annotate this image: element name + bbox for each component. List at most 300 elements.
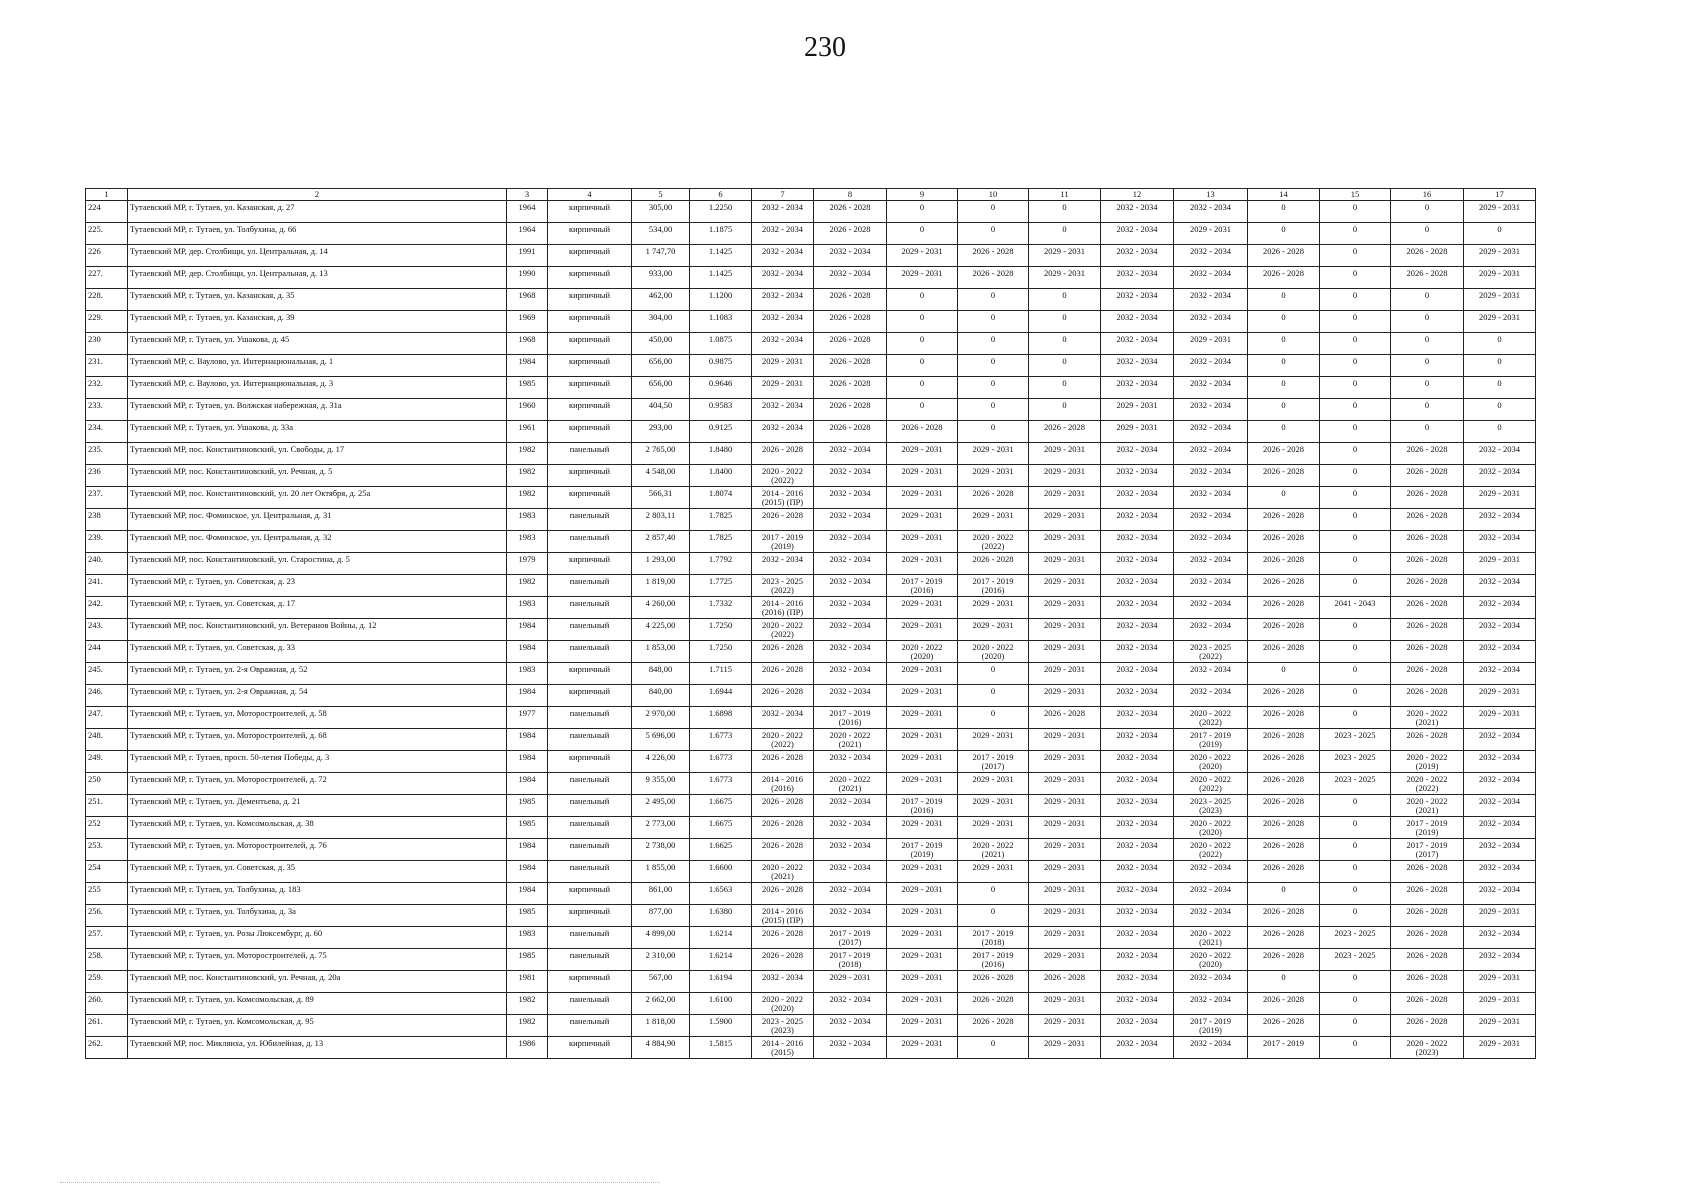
cell-col-10: 2029 - 2031: [958, 861, 1029, 883]
cell-col-11: 2029 - 2031: [1029, 773, 1101, 795]
cell-col-7: 2026 - 2028: [752, 949, 814, 971]
cell-col-16: 0: [1391, 333, 1464, 355]
cell-col-16: 0: [1391, 399, 1464, 421]
column-header-16: 16: [1391, 189, 1464, 201]
cell-wall-material: кирпичный: [548, 289, 632, 311]
cell-col-13: 2023 - 2025 (2023): [1174, 795, 1248, 817]
cell-col-11: 2029 - 2031: [1029, 751, 1101, 773]
cell-col-10: 0: [958, 685, 1029, 707]
cell-col-8: 2032 - 2034: [814, 993, 887, 1015]
cell-col-9: 2029 - 2031: [887, 905, 958, 927]
cell-col-8: 2032 - 2034: [814, 575, 887, 597]
cell-coefficient: 1.6194: [690, 971, 752, 993]
cell-row-number: 241.: [86, 575, 128, 597]
cell-address: Тутаевский МР, г. Тутаев, ул. Розы Люксембург, д. 60: [128, 927, 507, 949]
cell-coefficient: 1.1200: [690, 289, 752, 311]
cell-col-15: 0: [1320, 575, 1391, 597]
cell-col-13: 2032 - 2034: [1174, 487, 1248, 509]
cell-col-15: 0: [1320, 355, 1391, 377]
cell-year-built: 1984: [507, 355, 548, 377]
cell-col-11: 2029 - 2031: [1029, 817, 1101, 839]
cell-coefficient: 1.6675: [690, 795, 752, 817]
table-row: [86, 641, 1536, 663]
cell-year-built: 1985: [507, 795, 548, 817]
cell-year-built: 1991: [507, 245, 548, 267]
cell-coefficient: 1.6773: [690, 751, 752, 773]
cell-address: Тутаевский МР, г. Тутаев, ул. Толбухина, д. 183: [128, 883, 507, 905]
cell-coefficient: 1.6675: [690, 817, 752, 839]
cell-col-17: 2032 - 2034: [1464, 531, 1536, 553]
cell-col-16: 2026 - 2028: [1391, 597, 1464, 619]
cell-col-11: 0: [1029, 377, 1101, 399]
cell-wall-material: панельный: [548, 531, 632, 553]
cell-coefficient: 1.7825: [690, 531, 752, 553]
cell-col-14: 2026 - 2028: [1248, 817, 1320, 839]
table-row: [86, 509, 1536, 531]
cell-year-built: 1961: [507, 421, 548, 443]
cell-coefficient: 1.1425: [690, 245, 752, 267]
cell-col-12: 2032 - 2034: [1101, 443, 1174, 465]
cell-col-8: 2032 - 2034: [814, 553, 887, 575]
cell-col-12: 2032 - 2034: [1101, 883, 1174, 905]
cell-col-13: 2032 - 2034: [1174, 509, 1248, 531]
cell-col-8: 2032 - 2034: [814, 641, 887, 663]
cell-row-number: 224: [86, 201, 128, 223]
cell-address: Тутаевский МР, г. Тутаев, ул. Комсомольская, д. 95: [128, 1015, 507, 1037]
cell-col-15: 0: [1320, 971, 1391, 993]
cell-row-number: 230: [86, 333, 128, 355]
cell-coefficient: 0.9583: [690, 399, 752, 421]
cell-address: Тутаевский МР, г. Тутаев, ул. Моторостроителей, д. 76: [128, 839, 507, 861]
cell-wall-material: кирпичный: [548, 399, 632, 421]
cell-area: 2 857,40: [632, 531, 690, 553]
cell-address: Тутаевский МР, г. Тутаев, ул. Волжская набережная, д. 31а: [128, 399, 507, 421]
table-row: [86, 531, 1536, 553]
cell-col-11: 2029 - 2031: [1029, 553, 1101, 575]
cell-row-number: 248.: [86, 729, 128, 751]
cell-year-built: 1982: [507, 465, 548, 487]
table-row: [86, 817, 1536, 839]
cell-col-9: 2029 - 2031: [887, 267, 958, 289]
cell-col-12: 2032 - 2034: [1101, 223, 1174, 245]
cell-col-15: 0: [1320, 553, 1391, 575]
cell-col-16: 2026 - 2028: [1391, 861, 1464, 883]
table-row: [86, 311, 1536, 333]
column-header-14: 14: [1248, 189, 1320, 201]
cell-row-number: 235.: [86, 443, 128, 465]
cell-col-16: 2026 - 2028: [1391, 971, 1464, 993]
cell-address: Тутаевский МР, с. Ваулово, ул. Интернациональная, д. 3: [128, 377, 507, 399]
cell-col-8: 2026 - 2028: [814, 333, 887, 355]
cell-col-17: 0: [1464, 421, 1536, 443]
cell-area: 293,00: [632, 421, 690, 443]
cell-col-7: 2032 - 2034: [752, 223, 814, 245]
cell-year-built: 1990: [507, 267, 548, 289]
cell-address: Тутаевский МР, с. Ваулово, ул. Интернациональная, д. 1: [128, 355, 507, 377]
cell-col-16: 2026 - 2028: [1391, 949, 1464, 971]
column-header-8: 8: [814, 189, 887, 201]
cell-col-10: 0: [958, 707, 1029, 729]
cell-col-17: 2029 - 2031: [1464, 311, 1536, 333]
table-row: [86, 685, 1536, 707]
cell-row-number: 237.: [86, 487, 128, 509]
cell-col-15: 0: [1320, 201, 1391, 223]
cell-row-number: 251.: [86, 795, 128, 817]
cell-area: 840,00: [632, 685, 690, 707]
cell-address: Тутаевский МР, г. Тутаев, ул. Ушакова, д. 33а: [128, 421, 507, 443]
cell-coefficient: 1.6214: [690, 927, 752, 949]
cell-col-14: 0: [1248, 971, 1320, 993]
cell-col-12: 2032 - 2034: [1101, 971, 1174, 993]
cell-coefficient: 1.1875: [690, 223, 752, 245]
cell-area: 4 260,00: [632, 597, 690, 619]
cell-col-13: 2017 - 2019 (2019): [1174, 729, 1248, 751]
cell-area: 566,31: [632, 487, 690, 509]
cell-col-9: 0: [887, 311, 958, 333]
cell-wall-material: панельный: [548, 993, 632, 1015]
cell-col-17: 0: [1464, 223, 1536, 245]
cell-col-10: 0: [958, 223, 1029, 245]
cell-row-number: 247.: [86, 707, 128, 729]
cell-area: 4 884,90: [632, 1037, 690, 1059]
cell-area: 2 765,00: [632, 443, 690, 465]
cell-col-8: 2026 - 2028: [814, 421, 887, 443]
cell-col-10: 2029 - 2031: [958, 619, 1029, 641]
cell-wall-material: кирпичный: [548, 355, 632, 377]
cell-col-9: 2029 - 2031: [887, 509, 958, 531]
cell-col-10: 2026 - 2028: [958, 1015, 1029, 1037]
cell-col-17: 2029 - 2031: [1464, 289, 1536, 311]
cell-col-10: 0: [958, 663, 1029, 685]
cell-col-11: 2026 - 2028: [1029, 971, 1101, 993]
cell-wall-material: кирпичный: [548, 663, 632, 685]
table-row: [86, 839, 1536, 861]
cell-col-12: 2032 - 2034: [1101, 949, 1174, 971]
column-header-2: 2: [128, 189, 507, 201]
cell-row-number: 228.: [86, 289, 128, 311]
cell-col-11: 2026 - 2028: [1029, 421, 1101, 443]
cell-col-8: 2032 - 2034: [814, 861, 887, 883]
cell-col-8: 2032 - 2034: [814, 597, 887, 619]
column-header-3: 3: [507, 189, 548, 201]
cell-col-13: 2032 - 2034: [1174, 465, 1248, 487]
cell-col-15: 0: [1320, 443, 1391, 465]
cell-address: Тутаевский МР, пос. Фоминское, ул. Центральная, д. 32: [128, 531, 507, 553]
cell-wall-material: панельный: [548, 795, 632, 817]
cell-col-7: 2026 - 2028: [752, 685, 814, 707]
cell-col-10: 2026 - 2028: [958, 267, 1029, 289]
cell-year-built: 1984: [507, 641, 548, 663]
cell-col-15: 2023 - 2025: [1320, 949, 1391, 971]
cell-col-9: 0: [887, 355, 958, 377]
table-row: [86, 597, 1536, 619]
cell-col-12: 2032 - 2034: [1101, 685, 1174, 707]
cell-area: 2 310,00: [632, 949, 690, 971]
cell-col-10: 0: [958, 333, 1029, 355]
cell-address: Тутаевский МР, г. Тутаев, ул. Комсомольская, д. 89: [128, 993, 507, 1015]
cell-col-17: 2029 - 2031: [1464, 707, 1536, 729]
cell-col-14: 0: [1248, 289, 1320, 311]
cell-col-11: 2029 - 2031: [1029, 641, 1101, 663]
cell-col-15: 0: [1320, 905, 1391, 927]
cell-col-11: 0: [1029, 201, 1101, 223]
cell-row-number: 253.: [86, 839, 128, 861]
cell-col-16: 2026 - 2028: [1391, 685, 1464, 707]
cell-col-17: 2032 - 2034: [1464, 839, 1536, 861]
cell-address: Тутаевский МР, г. Тутаев, ул. Советская, д. 35: [128, 861, 507, 883]
cell-wall-material: панельный: [548, 861, 632, 883]
cell-row-number: 258.: [86, 949, 128, 971]
cell-col-13: 2032 - 2034: [1174, 597, 1248, 619]
cell-col-7: 2017 - 2019 (2019): [752, 531, 814, 553]
cell-col-10: 2026 - 2028: [958, 993, 1029, 1015]
cell-row-number: 261.: [86, 1015, 128, 1037]
cell-col-13: 2020 - 2022 (2020): [1174, 817, 1248, 839]
cell-coefficient: 1.7250: [690, 641, 752, 663]
cell-col-9: 2017 - 2019 (2016): [887, 795, 958, 817]
cell-coefficient: 1.7332: [690, 597, 752, 619]
cell-col-17: 2032 - 2034: [1464, 597, 1536, 619]
cell-col-11: 2029 - 2031: [1029, 597, 1101, 619]
cell-col-13: 2032 - 2034: [1174, 399, 1248, 421]
cell-year-built: 1982: [507, 487, 548, 509]
cell-col-16: 2026 - 2028: [1391, 575, 1464, 597]
cell-col-9: 2029 - 2031: [887, 619, 958, 641]
table-row: [86, 421, 1536, 443]
table-row: [86, 795, 1536, 817]
cell-col-16: 2026 - 2028: [1391, 663, 1464, 685]
cell-col-14: 2026 - 2028: [1248, 245, 1320, 267]
cell-col-14: 2026 - 2028: [1248, 531, 1320, 553]
cell-col-16: 2026 - 2028: [1391, 927, 1464, 949]
cell-col-15: 0: [1320, 267, 1391, 289]
cell-area: 877,00: [632, 905, 690, 927]
cell-col-15: 0: [1320, 399, 1391, 421]
cell-row-number: 246.: [86, 685, 128, 707]
cell-col-17: 0: [1464, 333, 1536, 355]
cell-col-14: 0: [1248, 421, 1320, 443]
cell-col-16: 2026 - 2028: [1391, 531, 1464, 553]
cell-col-12: 2032 - 2034: [1101, 927, 1174, 949]
cell-col-7: 2026 - 2028: [752, 663, 814, 685]
cell-col-13: 2032 - 2034: [1174, 663, 1248, 685]
table-row: [86, 707, 1536, 729]
table-row: [86, 355, 1536, 377]
cell-wall-material: кирпичный: [548, 267, 632, 289]
cell-col-7: 2014 - 2016 (2015) (ПР): [752, 487, 814, 509]
cell-col-10: 2017 - 2019 (2016): [958, 575, 1029, 597]
cell-col-17: 2029 - 2031: [1464, 487, 1536, 509]
cell-col-17: 2032 - 2034: [1464, 663, 1536, 685]
cell-col-16: 2026 - 2028: [1391, 619, 1464, 641]
cell-col-8: 2020 - 2022 (2021): [814, 729, 887, 751]
cell-col-8: 2026 - 2028: [814, 289, 887, 311]
cell-area: 534,00: [632, 223, 690, 245]
cell-col-16: 2020 - 2022 (2023): [1391, 1037, 1464, 1059]
cell-col-9: 2029 - 2031: [887, 1015, 958, 1037]
cell-area: 1 853,00: [632, 641, 690, 663]
cell-col-16: 2026 - 2028: [1391, 641, 1464, 663]
cell-address: Тутаевский МР, г. Тутаев, ул. Ушакова, д. 45: [128, 333, 507, 355]
cell-col-8: 2032 - 2034: [814, 531, 887, 553]
cell-col-9: 0: [887, 223, 958, 245]
cell-col-14: 2026 - 2028: [1248, 641, 1320, 663]
cell-col-7: 2026 - 2028: [752, 443, 814, 465]
cell-col-11: 2029 - 2031: [1029, 839, 1101, 861]
table-row: [86, 377, 1536, 399]
cell-col-14: 0: [1248, 333, 1320, 355]
cell-col-10: 2029 - 2031: [958, 443, 1029, 465]
cell-col-8: 2032 - 2034: [814, 817, 887, 839]
cell-col-15: 0: [1320, 1037, 1391, 1059]
cell-row-number: 225.: [86, 223, 128, 245]
cell-coefficient: 1.6600: [690, 861, 752, 883]
cell-wall-material: панельный: [548, 817, 632, 839]
cell-col-14: 2026 - 2028: [1248, 685, 1320, 707]
cell-col-10: 0: [958, 1037, 1029, 1059]
cell-col-7: 2020 - 2022 (2022): [752, 465, 814, 487]
table-row: [86, 333, 1536, 355]
cell-year-built: 1984: [507, 883, 548, 905]
cell-year-built: 1969: [507, 311, 548, 333]
cell-row-number: 240.: [86, 553, 128, 575]
cell-col-9: 0: [887, 289, 958, 311]
cell-col-16: 2020 - 2022 (2022): [1391, 773, 1464, 795]
cell-col-10: 2026 - 2028: [958, 553, 1029, 575]
cell-col-16: 0: [1391, 421, 1464, 443]
cell-col-11: 2026 - 2028: [1029, 707, 1101, 729]
cell-area: 1 293,00: [632, 553, 690, 575]
cell-col-9: 2029 - 2031: [887, 553, 958, 575]
cell-col-12: 2032 - 2034: [1101, 905, 1174, 927]
cell-wall-material: кирпичный: [548, 685, 632, 707]
cell-col-14: 2026 - 2028: [1248, 509, 1320, 531]
cell-col-10: 2020 - 2022 (2020): [958, 641, 1029, 663]
cell-address: Тутаевский МР, г. Тутаев, ул. Советская, д. 33: [128, 641, 507, 663]
cell-coefficient: 1.7825: [690, 509, 752, 531]
cell-wall-material: панельный: [548, 949, 632, 971]
cell-col-7: 2032 - 2034: [752, 245, 814, 267]
cell-col-17: 2032 - 2034: [1464, 861, 1536, 883]
cell-row-number: 234.: [86, 421, 128, 443]
cell-col-7: 2032 - 2034: [752, 399, 814, 421]
cell-year-built: 1964: [507, 223, 548, 245]
cell-address: Тутаевский МР, дер. Столбищи, ул. Центральная, д. 14: [128, 245, 507, 267]
cell-col-12: 2032 - 2034: [1101, 531, 1174, 553]
cell-col-7: 2020 - 2022 (2022): [752, 619, 814, 641]
cell-col-8: 2032 - 2034: [814, 267, 887, 289]
cell-year-built: 1983: [507, 509, 548, 531]
cell-year-built: 1985: [507, 377, 548, 399]
cell-coefficient: 1.6214: [690, 949, 752, 971]
cell-wall-material: кирпичный: [548, 465, 632, 487]
cell-col-15: 0: [1320, 883, 1391, 905]
cell-col-13: 2032 - 2034: [1174, 245, 1248, 267]
cell-address: Тутаевский МР, г. Тутаев, ул. Моторостроителей, д. 75: [128, 949, 507, 971]
table-row: [86, 1037, 1536, 1059]
cell-col-14: 2026 - 2028: [1248, 993, 1320, 1015]
cell-col-14: 2026 - 2028: [1248, 1015, 1320, 1037]
cell-col-10: 2026 - 2028: [958, 245, 1029, 267]
cell-col-16: 0: [1391, 223, 1464, 245]
cell-col-9: 2029 - 2031: [887, 245, 958, 267]
cell-col-12: 2032 - 2034: [1101, 641, 1174, 663]
cell-coefficient: 1.6773: [690, 773, 752, 795]
cell-col-9: 2029 - 2031: [887, 1037, 958, 1059]
cell-coefficient: 1.6380: [690, 905, 752, 927]
cell-wall-material: панельный: [548, 619, 632, 641]
cell-col-16: 0: [1391, 289, 1464, 311]
cell-col-11: 2029 - 2031: [1029, 443, 1101, 465]
cell-area: 4 226,00: [632, 751, 690, 773]
cell-col-12: 2032 - 2034: [1101, 619, 1174, 641]
cell-col-13: 2029 - 2031: [1174, 333, 1248, 355]
cell-area: 2 662,00: [632, 993, 690, 1015]
cell-col-17: 2032 - 2034: [1464, 773, 1536, 795]
cell-col-11: 0: [1029, 311, 1101, 333]
cell-col-7: 2023 - 2025 (2022): [752, 575, 814, 597]
cell-col-9: 2029 - 2031: [887, 817, 958, 839]
cell-wall-material: кирпичный: [548, 311, 632, 333]
cell-area: 450,00: [632, 333, 690, 355]
cell-coefficient: 1.6100: [690, 993, 752, 1015]
cell-col-12: 2032 - 2034: [1101, 267, 1174, 289]
cell-col-13: 2032 - 2034: [1174, 289, 1248, 311]
cell-col-16: 2026 - 2028: [1391, 905, 1464, 927]
cell-col-7: 2014 - 2016 (2016) (ПР): [752, 597, 814, 619]
cell-col-11: 2029 - 2031: [1029, 509, 1101, 531]
cell-row-number: 236: [86, 465, 128, 487]
column-header-15: 15: [1320, 189, 1391, 201]
cell-row-number: 259.: [86, 971, 128, 993]
table-row: [86, 883, 1536, 905]
cell-col-8: 2017 - 2019 (2016): [814, 707, 887, 729]
cell-address: Тутаевский МР, г. Тутаев, ул. 2-я Овражная, д. 54: [128, 685, 507, 707]
cell-col-12: 2032 - 2034: [1101, 707, 1174, 729]
cell-col-15: 0: [1320, 685, 1391, 707]
cell-wall-material: кирпичный: [548, 223, 632, 245]
cell-year-built: 1984: [507, 751, 548, 773]
cell-col-9: 0: [887, 201, 958, 223]
cell-row-number: 250: [86, 773, 128, 795]
cell-col-15: 2041 - 2043: [1320, 597, 1391, 619]
cell-col-8: 2029 - 2031: [814, 971, 887, 993]
column-header-4: 4: [548, 189, 632, 201]
cell-col-10: 2029 - 2031: [958, 597, 1029, 619]
cell-col-7: 2020 - 2022 (2020): [752, 993, 814, 1015]
cell-col-12: 2029 - 2031: [1101, 421, 1174, 443]
cell-col-11: 2029 - 2031: [1029, 663, 1101, 685]
cell-col-7: 2014 - 2016 (2016): [752, 773, 814, 795]
cell-col-16: 2026 - 2028: [1391, 465, 1464, 487]
cell-col-10: 2029 - 2031: [958, 509, 1029, 531]
column-header-17: 17: [1464, 189, 1536, 201]
cell-col-7: 2014 - 2016 (2015) (ПР): [752, 905, 814, 927]
cell-col-13: 2032 - 2034: [1174, 377, 1248, 399]
cell-col-11: 2029 - 2031: [1029, 883, 1101, 905]
cell-address: Тутаевский МР, г. Тутаев, ул. Моторостроителей, д. 72: [128, 773, 507, 795]
cell-col-7: 2014 - 2016 (2015): [752, 1037, 814, 1059]
cell-col-15: 0: [1320, 641, 1391, 663]
cell-col-11: 2029 - 2031: [1029, 927, 1101, 949]
cell-coefficient: 1.1083: [690, 311, 752, 333]
cell-col-9: 2029 - 2031: [887, 487, 958, 509]
table-row: [86, 465, 1536, 487]
cell-col-9: 0: [887, 333, 958, 355]
table-row: [86, 267, 1536, 289]
cell-col-7: 2032 - 2034: [752, 707, 814, 729]
cell-year-built: 1984: [507, 861, 548, 883]
